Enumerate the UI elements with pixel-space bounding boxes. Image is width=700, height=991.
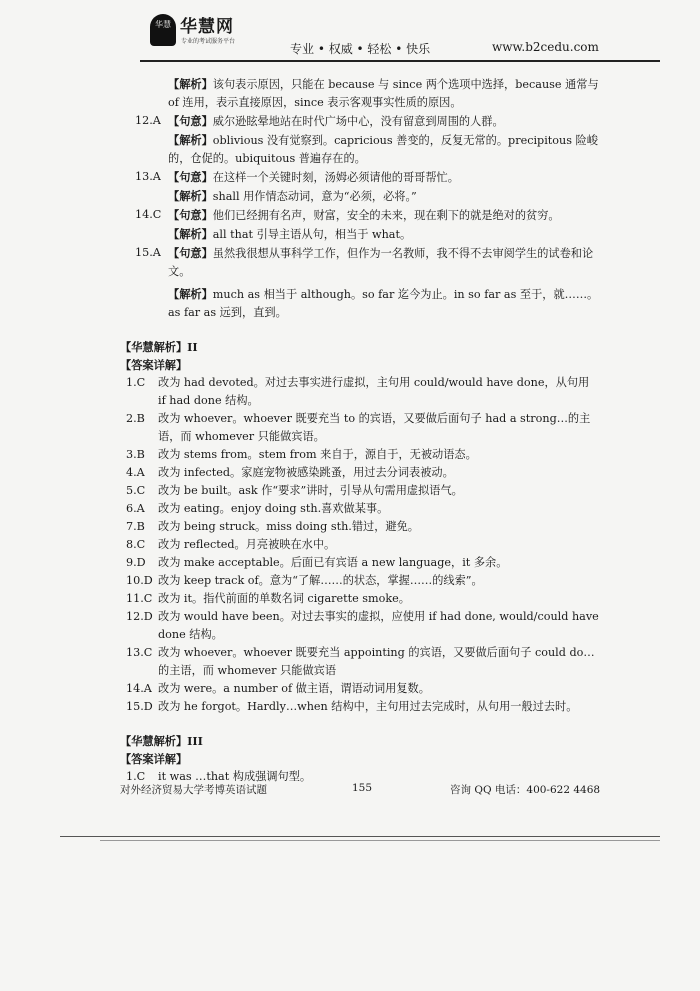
item-text: 威尔逊眩晕地站在时代广场中心，没有留意到周围的人群。	[212, 115, 504, 128]
logo-tagline: 专业的考试服务平台	[181, 38, 236, 45]
section-subheading: 【答案详解】	[120, 358, 188, 372]
answer-item	[120, 410, 600, 446]
item-text: 改为 had devoted。对过去事实进行虚拟，主句用 could/would have done，从句用 if had done 结构。	[158, 376, 590, 407]
answer-item	[120, 536, 600, 554]
item-number: 7.B	[126, 520, 145, 533]
item-tag: 【解析】	[168, 189, 213, 203]
item-text: it was …that 构成强调句型。	[158, 770, 312, 783]
footer-divider	[60, 836, 660, 837]
item-text: 改为 being struck。miss doing sth.错过，避免。	[158, 520, 419, 533]
item-text: 改为 whoever。whoever 既要充当 to 的宾语，又要做后面句子 had a strong…的主语，而 whomever 只能做宾语。	[158, 412, 591, 443]
answer-item	[120, 500, 600, 518]
footer-contact: 咨询 QQ 电话：400-622 4468	[450, 784, 601, 796]
item-tag: 【解析】	[168, 287, 213, 301]
item-number: 14.A	[126, 682, 152, 695]
section-subheading: 【答案详解】	[120, 752, 188, 766]
item-text: shall 用作情态动词，意为“必须，必将。”	[212, 190, 417, 203]
answer-item-15	[120, 244, 600, 322]
answer-item	[120, 698, 600, 716]
item-text: 改为 be built。ask 作“要求”讲时，引导从句需用虚拟语气。	[158, 484, 463, 497]
item-line	[168, 285, 600, 322]
item-tag: 【解析】	[168, 227, 213, 241]
item-number: 15.D	[126, 700, 153, 713]
item-tag: 【句意】	[168, 208, 213, 222]
page-content	[120, 75, 600, 786]
item-text: 改为 he forgot。Hardly…when 结构中，主句用过去完成时，从句用一般过去时。	[158, 700, 578, 713]
section-heading: 【华慧解析】III	[120, 734, 203, 748]
item-text: 在这样一个关键时刻，汤姆必须请他的哥哥帮忙。	[212, 171, 459, 184]
item-tag: 【句意】	[168, 170, 213, 184]
item-text: 改为 make acceptable。后面已有宾语 a new language，it 多余。	[158, 556, 508, 569]
item-line	[168, 187, 600, 206]
item-number: 15.A	[135, 246, 161, 259]
item-number: 3.B	[126, 448, 145, 461]
brand-logo	[150, 12, 260, 52]
top-note	[120, 75, 600, 112]
item-number: 11.C	[126, 592, 153, 605]
item-text: all that 引导主语从句，相当于 what。	[212, 228, 412, 241]
item-text: 改为 eating。enjoy doing sth.喜欢做某事。	[158, 502, 389, 515]
answer-item	[120, 464, 600, 482]
item-number: 5.C	[126, 484, 146, 497]
item-text: 他们已经拥有名声，财富，安全的未来，现在剩下的就是绝对的贫穷。	[212, 209, 560, 222]
item-number: 14.C	[135, 208, 162, 221]
item-number: 12.D	[126, 610, 153, 623]
item-number: 1.C	[126, 376, 146, 389]
item-text: 改为 it。指代前面的单数名词 cigarette smoke。	[158, 592, 410, 605]
item-text: 改为 would have been。对过去事实的虚拟，应使用 if had done, would/could have done 结构。	[158, 610, 599, 641]
answer-item	[120, 446, 600, 464]
item-line	[168, 206, 600, 225]
note-text: 该句表示原因，只能在 because 与 since 两个选项中选择，because 通常与 of 连用，表示直接原因，since 表示客观事实性质的原因。	[168, 78, 599, 109]
answer-item	[120, 482, 600, 500]
logo-badge-icon: 华慧	[150, 14, 176, 46]
answer-item	[120, 680, 600, 698]
footer-title: 对外经济贸易大学考博英语试题	[120, 784, 267, 796]
answer-item	[120, 374, 600, 410]
header-slogan: 专业 • 权威 • 轻松 • 快乐	[290, 42, 431, 56]
answer-item	[120, 554, 600, 572]
answer-item	[120, 572, 600, 590]
item-number: 2.B	[126, 412, 145, 425]
item-text: 改为 were。a number of 做主语，谓语动词用复数。	[158, 682, 430, 695]
answer-item	[120, 644, 600, 680]
note-tag: 【解析】	[168, 77, 213, 91]
answer-item-14	[120, 206, 600, 244]
item-tag: 【句意】	[168, 114, 213, 128]
footer-divider-secondary	[100, 840, 660, 841]
item-number: 12.A	[135, 114, 161, 127]
item-line	[168, 244, 600, 281]
item-text: oblivious 没有觉察到。capricious 善变的，反复无常的。precipitous 险峻的，仓促的。ubiquitous 普遍存在的。	[168, 134, 598, 165]
item-number: 10.D	[126, 574, 153, 587]
item-line	[168, 225, 600, 244]
item-tag: 【解析】	[168, 133, 213, 147]
answer-list-section-2	[120, 374, 600, 716]
item-number: 13.C	[126, 646, 153, 659]
item-tag: 【句意】	[168, 246, 213, 260]
item-line	[168, 112, 600, 131]
answer-item	[120, 608, 600, 644]
answer-item-13	[120, 168, 600, 206]
item-text: 改为 whoever。whoever 既要充当 appointing 的宾语，又要做后面句子 could do…的主语，而 whomever 只能做宾语	[158, 646, 595, 677]
answer-item	[120, 590, 600, 608]
item-number: 1.C	[126, 770, 146, 783]
item-number: 13.A	[135, 170, 161, 183]
item-text: much as 相当于 although。so far 迄今为止。in so far as 至于，就……。as far as 远到，直到。	[168, 288, 599, 319]
item-number: 9.D	[126, 556, 146, 569]
answer-item-12	[120, 112, 600, 168]
item-text: 改为 reflected。月亮被映在水中。	[158, 538, 336, 551]
answer-item	[120, 518, 600, 536]
item-text: 虽然我很想从事科学工作，但作为一名教师，我不得不去审阅学生的试卷和论文。	[168, 247, 594, 278]
item-line	[168, 131, 600, 168]
item-number: 6.A	[126, 502, 145, 515]
section-heading: 【华慧解析】II	[120, 340, 198, 354]
page-number: 155	[352, 782, 373, 794]
header-divider	[140, 60, 660, 62]
item-number: 4.A	[126, 466, 145, 479]
item-number: 8.C	[126, 538, 146, 551]
item-text: 改为 keep track of。意为“了解……的状态，掌握……的线索”。	[158, 574, 483, 587]
item-line	[168, 168, 600, 187]
header-website: www.b2cedu.com	[492, 40, 599, 54]
item-text: 改为 infected。家庭宠物被感染跳蚤，用过去分词表被动。	[158, 466, 454, 479]
item-text: 改为 stems from。stem from 来自于，源自于，无被动语态。	[158, 448, 477, 461]
logo-name: 华慧网	[180, 17, 234, 37]
